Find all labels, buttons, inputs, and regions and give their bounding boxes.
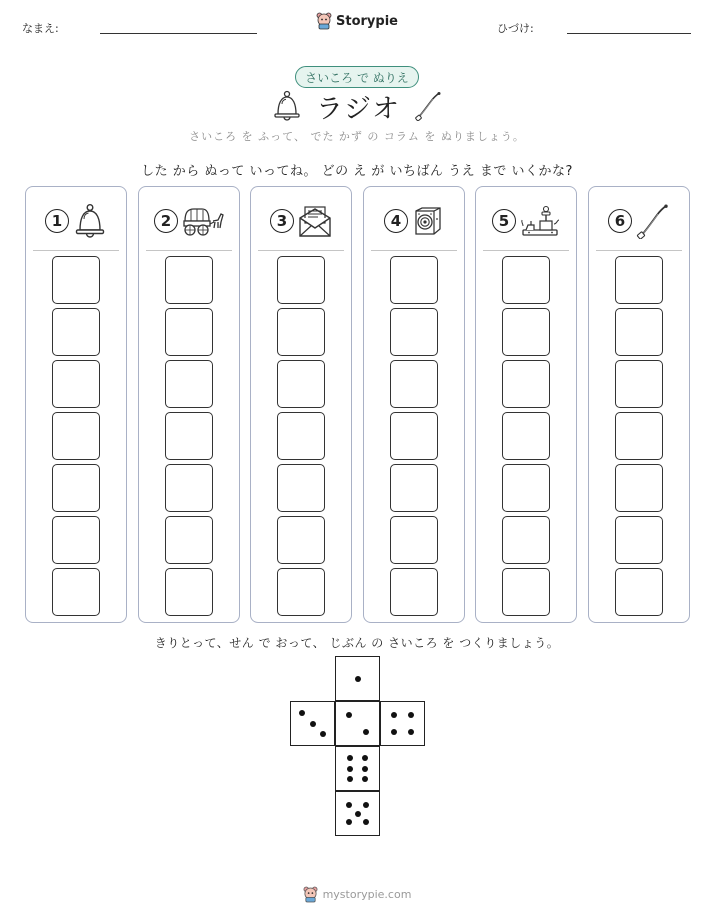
coloring-box[interactable] (165, 516, 213, 564)
coloring-box[interactable] (52, 308, 100, 356)
column-1 (25, 186, 127, 623)
coloring-box[interactable] (390, 464, 438, 512)
coloring-box[interactable] (502, 308, 550, 356)
bell-icon (73, 203, 107, 239)
dice-pip (363, 819, 369, 825)
dice-pip (347, 766, 353, 772)
coloring-box[interactable] (52, 464, 100, 512)
speaker-icon (412, 205, 444, 237)
date-line (567, 33, 691, 34)
coloring-box[interactable] (165, 568, 213, 616)
column-5 (475, 186, 577, 623)
dice-pip (363, 729, 369, 735)
dice-pip (320, 731, 326, 737)
coloring-box[interactable] (165, 308, 213, 356)
coloring-box[interactable] (502, 256, 550, 304)
coloring-box[interactable] (390, 412, 438, 460)
dice-pip (408, 712, 414, 718)
coloring-box[interactable] (615, 568, 663, 616)
column-4 (363, 186, 465, 623)
column-number: 5 (492, 209, 516, 233)
column-number: 6 (608, 209, 632, 233)
date-label: ひづけ: (497, 22, 534, 35)
dice-pip (355, 676, 361, 682)
coloring-box[interactable] (277, 568, 325, 616)
coloring-box[interactable] (615, 308, 663, 356)
coloring-box[interactable] (502, 360, 550, 408)
coloring-box[interactable] (390, 360, 438, 408)
coloring-box[interactable] (502, 464, 550, 512)
coloring-box[interactable] (277, 308, 325, 356)
coloring-box[interactable] (52, 360, 100, 408)
coloring-box[interactable] (165, 464, 213, 512)
dice-pip (346, 712, 352, 718)
coloring-box[interactable] (52, 568, 100, 616)
coloring-box[interactable] (615, 412, 663, 460)
coloring-box[interactable] (277, 464, 325, 512)
column-divider (371, 250, 457, 251)
column-2 (138, 186, 240, 623)
column-header (139, 199, 239, 243)
column-divider (146, 250, 232, 251)
coloring-box[interactable] (390, 256, 438, 304)
coloring-box[interactable] (615, 516, 663, 564)
coloring-box[interactable] (502, 516, 550, 564)
column-number: 1 (45, 209, 69, 233)
dice-pip (391, 712, 397, 718)
coloring-box[interactable] (502, 568, 550, 616)
coloring-box[interactable] (615, 256, 663, 304)
column-number: 4 (384, 209, 408, 233)
brand-name: Storypie (336, 13, 398, 29)
antenna-icon (636, 203, 670, 239)
coloring-box[interactable] (165, 360, 213, 408)
column-divider (258, 250, 344, 251)
coloring-box[interactable] (277, 516, 325, 564)
antenna-icon (414, 91, 442, 121)
dice-face-2 (335, 701, 380, 746)
bell-icon (272, 90, 302, 122)
coloring-box[interactable] (52, 516, 100, 564)
column-divider (596, 250, 682, 251)
coloring-box[interactable] (277, 412, 325, 460)
dice-pip (362, 755, 368, 761)
dice-pip (347, 776, 353, 782)
subtitle: さいころ を ふって、 でた かず の コラム を ぬりましょう。 (189, 130, 525, 143)
coloring-box[interactable] (390, 308, 438, 356)
footer (0, 886, 714, 903)
dice-pip (362, 776, 368, 782)
dice-pip (347, 755, 353, 761)
coloring-box[interactable] (52, 412, 100, 460)
dice-pip (299, 710, 305, 716)
coloring-box[interactable] (165, 412, 213, 460)
column-divider (33, 250, 119, 251)
column-number: 2 (154, 209, 178, 233)
storypie-mascot-icon (303, 886, 318, 903)
column-6 (588, 186, 690, 623)
column-header (26, 199, 126, 243)
dice-pip (346, 819, 352, 825)
envelope-icon (298, 204, 332, 238)
dice-pip (355, 811, 361, 817)
column-number: 3 (270, 209, 294, 233)
instruction: した から ぬって いってね。 どの え が いちばん うえ まで いくかな? (141, 164, 573, 179)
dice-face-6 (335, 746, 380, 791)
name-line (100, 33, 257, 34)
dice-face-3 (290, 701, 335, 746)
footer-url: mystorypie.com (322, 888, 412, 901)
dice-pip (363, 802, 369, 808)
dice-pip (310, 721, 316, 727)
coloring-box[interactable] (390, 516, 438, 564)
dice-face-5 (335, 791, 380, 836)
cut-instruction: きりとって、せん で おって、 じぶん の さいころ を つくりましょう。 (154, 636, 560, 650)
coloring-box[interactable] (502, 412, 550, 460)
coloring-box[interactable] (165, 256, 213, 304)
coloring-box[interactable] (615, 464, 663, 512)
dice-face-1 (335, 656, 380, 701)
column-header (476, 199, 576, 243)
dice-pip (408, 729, 414, 735)
dice-pip (391, 729, 397, 735)
page-title: ラジオ (316, 93, 400, 125)
covered-wagon-icon (182, 204, 224, 238)
brand-logo (0, 12, 714, 30)
dice-pip (362, 766, 368, 772)
column-header (589, 199, 689, 243)
title-pill: さいころ で ぬりえ (295, 66, 419, 88)
column-header (364, 199, 464, 243)
name-label: なまえ: (22, 22, 59, 35)
coloring-box[interactable] (277, 360, 325, 408)
storypie-mascot-icon (316, 12, 332, 30)
column-header (251, 199, 351, 243)
dice-face-4 (380, 701, 425, 746)
coloring-box[interactable] (390, 568, 438, 616)
coloring-box[interactable] (52, 256, 100, 304)
coloring-box[interactable] (277, 256, 325, 304)
title-row (0, 88, 714, 124)
coloring-box[interactable] (615, 360, 663, 408)
column-divider (483, 250, 569, 251)
telegraph-icon (520, 204, 560, 238)
column-3 (250, 186, 352, 623)
dice-pip (346, 802, 352, 808)
